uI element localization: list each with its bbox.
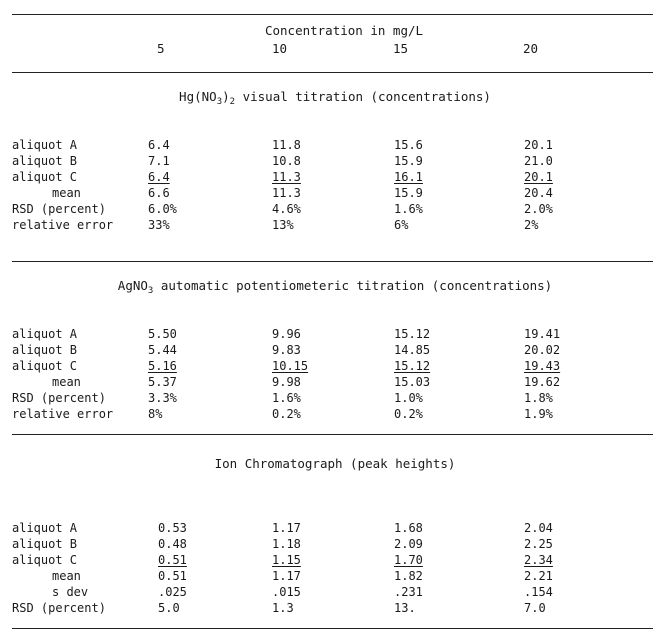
table-cell: 15.12 [394,327,431,341]
table-cell: 11.3 [272,170,301,184]
table-cell: 2.0% [524,202,553,216]
table-cell: 7.0 [524,601,546,615]
row-label: relative error [12,407,114,421]
table-cell: 2.34 [524,553,553,567]
table-cell: 2.25 [524,537,553,551]
table-cell: .231 [394,585,423,599]
table-cell: 2.09 [394,537,423,551]
row-label: aliquot B [12,537,78,551]
table-cell: 0.51 [158,553,187,567]
table-cell: 9.96 [272,327,301,341]
table-cell: .025 [158,585,187,599]
table-cell: 10.15 [272,359,309,373]
table-cell: 5.37 [148,375,177,389]
table-cell: 15.12 [394,359,431,373]
row-label: aliquot B [12,154,78,168]
table-cell: 1.0% [394,391,423,405]
table-cell: 6.6 [148,186,170,200]
table-cell: 21.0 [524,154,553,168]
row-label: mean [52,569,81,583]
table-cell: 1.8% [524,391,553,405]
row-label: aliquot A [12,521,78,535]
table-cell: 11.8 [272,138,301,152]
rule-section-1-end [12,261,653,262]
table-cell: 0.2% [272,407,301,421]
table-cell: .154 [524,585,553,599]
table-cell: 0.53 [158,521,187,535]
table-cell: 19.62 [524,375,561,389]
table-cell: 20.1 [524,138,553,152]
section-3-title: Ion Chromatograph (peak heights) [214,456,456,471]
table-cell: 15.9 [394,154,423,168]
row-label: RSD (percent) [12,601,106,615]
table-cell: 11.3 [272,186,301,200]
table-cell: 0.51 [158,569,187,583]
table-cell: 2% [524,218,539,232]
table-cell: 19.43 [524,359,561,373]
section-2-title: AgNO$_3$ automatic potentiometeric titration (concentrations) [117,278,553,296]
table-cell: 1.17 [272,569,301,583]
table-cell: 15.9 [394,186,423,200]
table-cell: 3.3% [148,391,177,405]
table-cell: 16.1 [394,170,423,184]
table-cell: 1.15 [272,553,301,567]
row-label: aliquot C [12,553,78,567]
row-label: aliquot C [12,170,78,184]
conc-col-5: 5 [157,41,165,56]
table-cell: 5.0 [158,601,180,615]
table-cell: 1.9% [524,407,553,421]
table-cell: 7.1 [148,154,170,168]
table-cell: 4.6% [272,202,301,216]
row-label: relative error [12,218,114,232]
table-cell: 1.18 [272,537,301,551]
table-cell: 20.4 [524,186,553,200]
table-cell: 19.41 [524,327,561,341]
table-cell: 1.68 [394,521,423,535]
table-cell: 10.8 [272,154,301,168]
row-label: RSD (percent) [12,391,106,405]
row-label: s dev [52,585,89,599]
table-cell: 6.4 [148,138,170,152]
row-label: aliquot B [12,343,78,357]
table-cell: 6.4 [148,170,170,184]
table-cell: 15.03 [394,375,431,389]
table-cell: 2.21 [524,569,553,583]
table-cell: 5.44 [148,343,177,357]
table-cell: 15.6 [394,138,423,152]
table-cell: 13% [272,218,294,232]
conc-col-10: 10 [272,41,288,56]
table-cell: 20.1 [524,170,553,184]
row-label: mean [52,186,81,200]
table-cell: 14.85 [394,343,431,357]
table-cell: .015 [272,585,301,599]
table-cell: 1.70 [394,553,423,567]
table-cell: 1.82 [394,569,423,583]
table-cell: 1.6% [272,391,301,405]
table-cell: 1.17 [272,521,301,535]
table-cell: 0.2% [394,407,423,421]
table-cell: 5.16 [148,359,177,373]
table-cell: 9.98 [272,375,301,389]
row-label: aliquot A [12,327,78,341]
table-cell: 6% [394,218,409,232]
rule-section-2-end [12,434,653,435]
section-1-title: $Hg(NO_3)_2$ visual titration (concentrations) [179,89,491,107]
table-cell: 1.6% [394,202,423,216]
rule-top [12,14,653,15]
table-cell: 2.04 [524,521,553,535]
table-cell: 33% [148,218,170,232]
conc-col-15: 15 [393,41,409,56]
table-cell: 1.3 [272,601,294,615]
table-cell: 5.50 [148,327,177,341]
concentration-heading: Concentration in mg/L [264,23,424,38]
row-label: RSD (percent) [12,202,106,216]
conc-col-20: 20 [523,41,539,56]
table-cell: 8% [148,407,163,421]
table-cell: 20.02 [524,343,561,357]
rule-bottom [12,628,653,629]
table-cell: 0.48 [158,537,187,551]
rule-header-bottom [12,72,653,73]
row-label: aliquot C [12,359,78,373]
table-cell: 13. [394,601,416,615]
table-cell: 6.0% [148,202,177,216]
row-label: aliquot A [12,138,78,152]
table-cell: 9.83 [272,343,301,357]
row-label: mean [52,375,81,389]
